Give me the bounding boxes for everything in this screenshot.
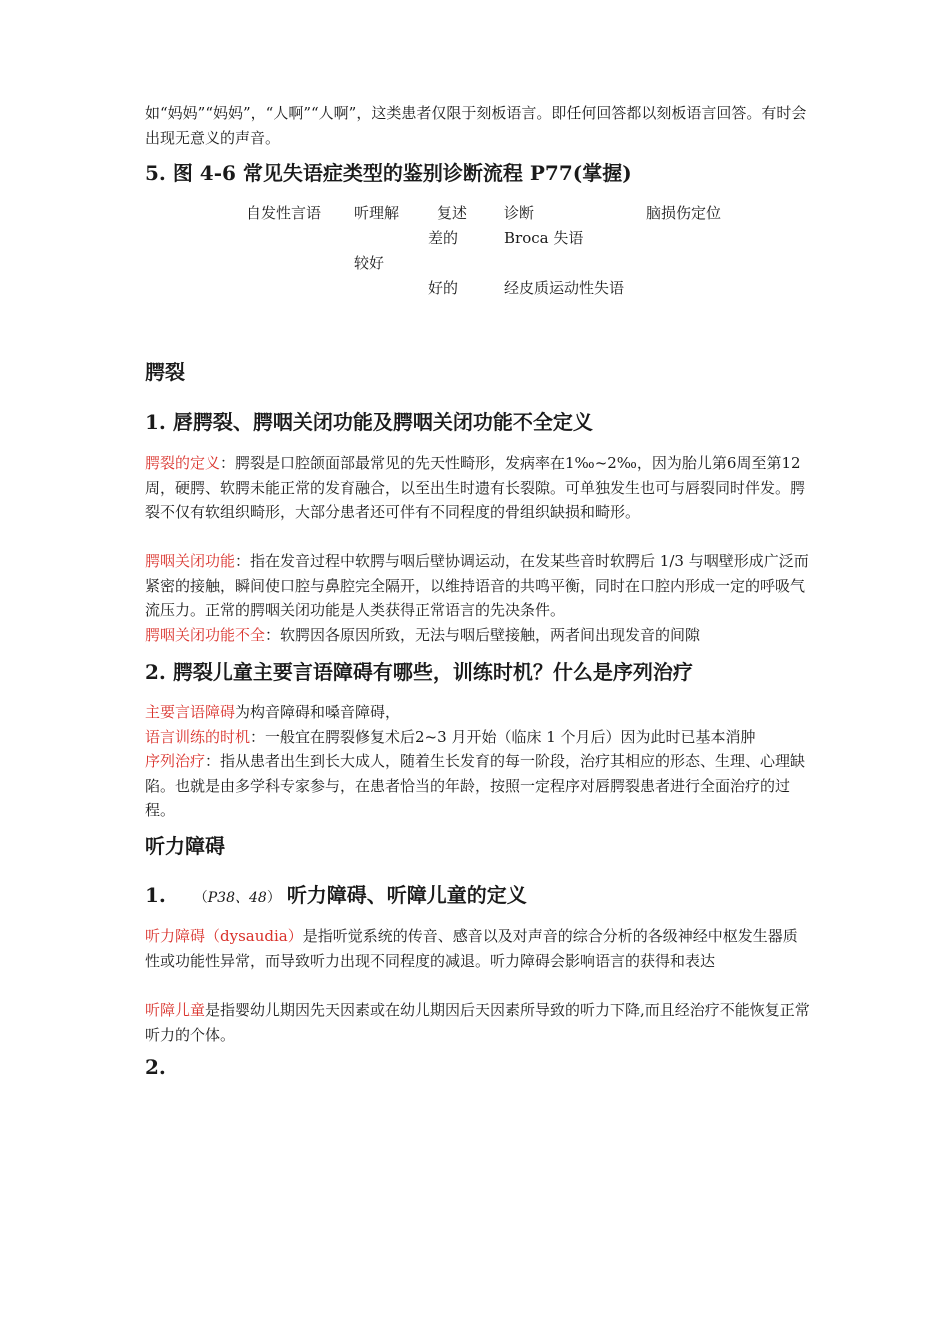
sequential-treatment-paragraph — [145, 749, 810, 823]
cleft-palate-section-title: 腭裂 — [145, 360, 185, 384]
cleft-q2-heading: 2. 腭裂儿童主要言语障碍有哪些，训练时机？什么是序列治疗 — [145, 660, 693, 684]
cleft-q1-heading: 1. 唇腭裂、腭咽关闭功能及腭咽关闭功能不全定义 — [145, 410, 593, 434]
main-speech-disorder-paragraph — [145, 700, 810, 725]
definition-text: 是指听觉系统的传音、感音以及对声音的综合分析的各级神经中枢发生器质性或功能性异常，而导致听力出现不同程度的减退。听力障碍会影响语言的获得和表达 — [145, 927, 798, 970]
term-label: 主要言语障碍 — [145, 703, 236, 721]
cleft-definition-paragraph — [145, 451, 810, 525]
page-reference — [194, 890, 281, 906]
velopharyngeal-insufficiency-paragraph — [145, 623, 810, 648]
table-header-diagnosis: 诊断 — [504, 204, 535, 222]
definition-text: ：指在发音过程中软腭与咽后壁协调运动，在发某些音时软腭后 1/3 与咽壁形成广泛而紧密的接触，瞬间使口腔与鼻腔完全隔开，以维持语音的共鸣平衡，同时在口腔内形成一定的呼吸气流压力。正常的腭咽关闭功能是人类获得正常语言的先决条件。 — [145, 552, 809, 619]
hearing-impairment-definition-paragraph — [145, 924, 810, 973]
heading-title: 听力障碍、听障儿童的定义 — [286, 883, 527, 907]
term-label: 序列治疗 — [145, 752, 206, 770]
term-label: 听力障碍（dysaudia） — [145, 927, 303, 945]
table-cell-diagnosis: Broca 失语 — [504, 229, 584, 247]
heading-number: 1. — [145, 883, 166, 907]
term-label: 腭裂的定义 — [145, 454, 221, 472]
term-label: 腭咽关闭功能不全 — [145, 626, 266, 644]
term-label: 听障儿童 — [145, 1001, 206, 1019]
page-reference-open: （ — [193, 890, 208, 906]
velopharyngeal-closure-paragraph — [145, 549, 810, 623]
hearing-impaired-child-definition-paragraph — [145, 998, 810, 1047]
table-cell-repetition: 好的 — [428, 279, 459, 297]
definition-text: ：软腭因各原因所致，无法与咽后壁接触，两者间出现发音的间隙 — [265, 626, 701, 644]
table-header-repetition: 复述 — [437, 204, 468, 222]
table-header-lesion-site: 脑损伤定位 — [646, 204, 722, 222]
hearing-q1-heading — [145, 879, 527, 908]
hearing-q2-heading: 2. — [145, 1055, 166, 1079]
term-label: 语言训练的时机 — [145, 728, 251, 746]
table-cell-repetition: 差的 — [428, 229, 459, 247]
table-cell-diagnosis: 经皮质运动性失语 — [504, 279, 625, 297]
table-cell-comprehension: 较好 — [354, 254, 385, 272]
hearing-impairment-section-title: 听力障碍 — [145, 834, 225, 858]
intro-paragraph: 如“妈妈”“妈妈”，“人啊”“人啊”，这类患者仅限于刻板语言。即任何回答都以刻板语言回答。有时会出现无意义的声音。 — [145, 104, 807, 147]
table-header-comprehension: 听理解 — [354, 204, 400, 222]
page-reference-pages: P38、48 — [207, 890, 267, 906]
term-label: 腭咽关闭功能 — [145, 552, 236, 570]
page-reference-close: ） — [266, 890, 281, 906]
definition-text: ：指从患者出生到长大成人，随着生长发育的每一阶段，治疗其相应的形态、生理、心理缺陷。也就是由多学科专家参与，在患者恰当的年龄，按照一定程序对唇腭裂患者进行全面治疗的过程。 — [145, 752, 806, 819]
definition-text: ：一般宜在腭裂修复术后2~3 月开始（临床 1 个月后）因为此时已基本消肿 — [250, 728, 756, 746]
definition-text: 是指婴幼儿期因先天因素或在幼儿期因后天因素所导致的听力下降,而且经治疗不能恢复正常听力的个体。 — [145, 1001, 810, 1044]
section-5-heading: 5. 图 4-6 常见失语症类型的鉴别诊断流程 P77(掌握) — [145, 161, 632, 185]
definition-text: ：腭裂是口腔颌面部最常见的先天性畸形，发病率在1‰~2‰，因为胎儿第6周至第12周，硬腭、软腭未能正常的发育融合，以至出生时遗有长裂隙。可单独发生也可与唇裂同时伴发。腭裂不仅有软组织畸形，大部分患者还可伴有不同程度的骨组织缺损和畸形。 — [145, 454, 806, 521]
training-timing-paragraph — [145, 725, 810, 750]
table-header-spontaneous-speech: 自发性言语 — [246, 204, 322, 222]
definition-text: 为构音障碍和嗓音障碍， — [235, 703, 401, 721]
